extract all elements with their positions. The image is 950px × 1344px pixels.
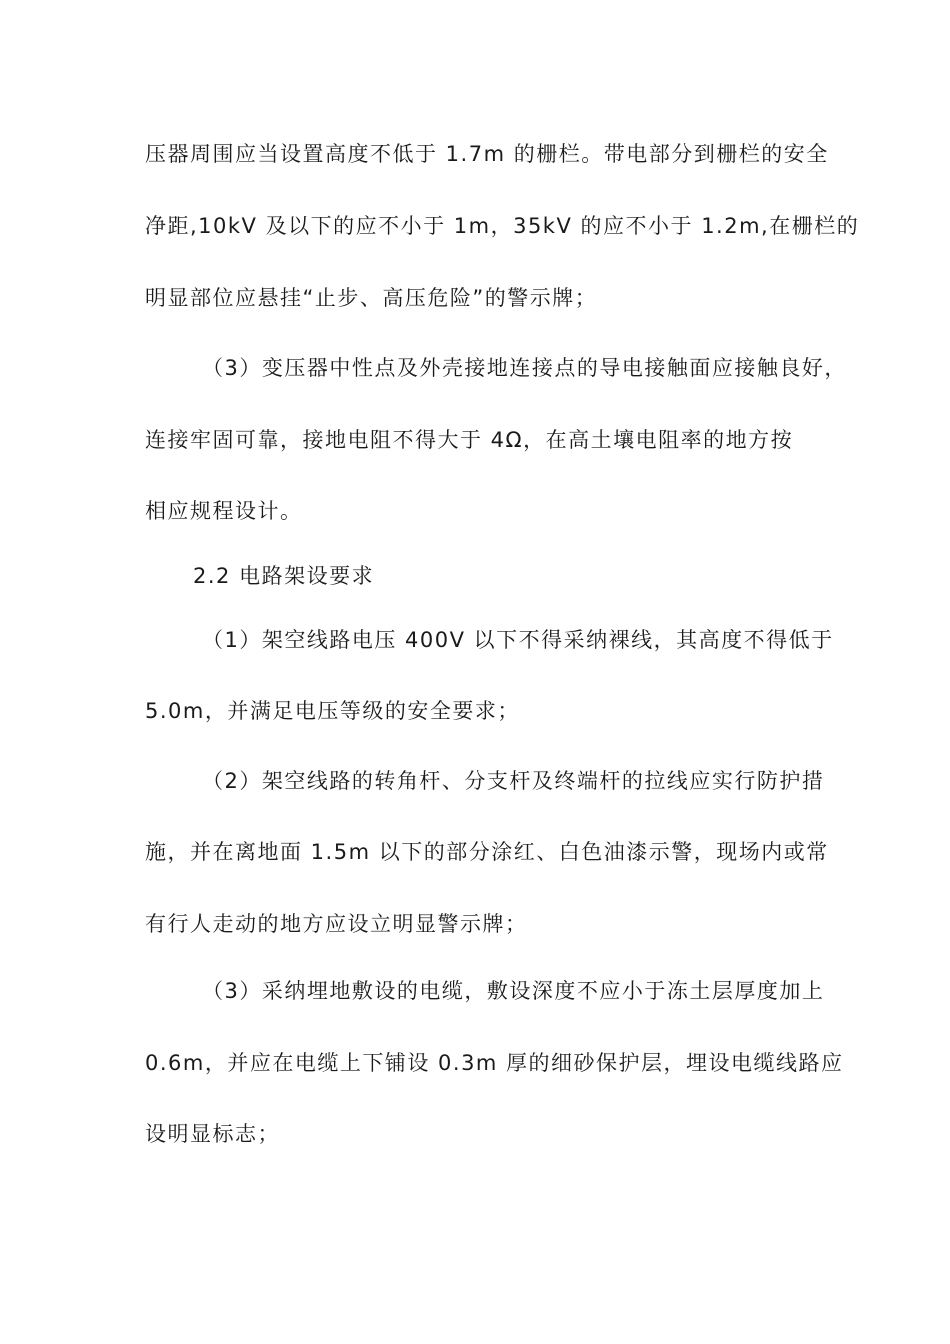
paragraph-line: 有行人走动的地方应设立明显警示牌； bbox=[145, 912, 528, 936]
paragraph-line: 明显部位应悬挂“止步、高压危险”的警示牌； bbox=[145, 286, 598, 310]
paragraph-line: 施，并在离地面 1.5m 以下的部分涂红、白色油漆示警，现场内或常 bbox=[145, 840, 829, 864]
paragraph-line: 相应规程设计。 bbox=[145, 499, 303, 523]
paragraph-line: （3）变压器中性点及外壳接地连接点的导电接触面应接触良好， bbox=[202, 356, 847, 380]
paragraph-line: 压器周围应当设置高度不低于 1.7m 的栅栏。带电部分到栅栏的安全 bbox=[145, 142, 829, 166]
paragraph-line: （2）架空线路的转角杆、分支杆及终端杆的拉线应实行防护措 bbox=[202, 769, 825, 793]
section-heading: 2.2 电路架设要求 bbox=[193, 564, 375, 588]
paragraph-line: （3）采纳埋地敷设的电缆，敷设深度不应小于冻土层厚度加上 bbox=[202, 979, 825, 1003]
paragraph-line: 5.0m，并满足电压等级的安全要求； bbox=[145, 699, 520, 723]
paragraph-line: 0.6m，并应在电缆上下铺设 0.3m 厚的细砂保护层，埋设电缆线路应 bbox=[145, 1051, 844, 1075]
paragraph-line: 净距,10kV 及以下的应不小于 1m，35kV 的应不小于 1.2m,在栅栏的 bbox=[145, 214, 860, 238]
paragraph-line: （1）架空线路电压 400V 以下不得采纳裸线，其高度不得低于 bbox=[202, 628, 834, 652]
paragraph-line: 连接牢固可靠，接地电阻不得大于 4Ω，在高土壤电阻率的地方按 bbox=[145, 428, 794, 452]
paragraph-line: 设明显标志； bbox=[145, 1122, 280, 1146]
